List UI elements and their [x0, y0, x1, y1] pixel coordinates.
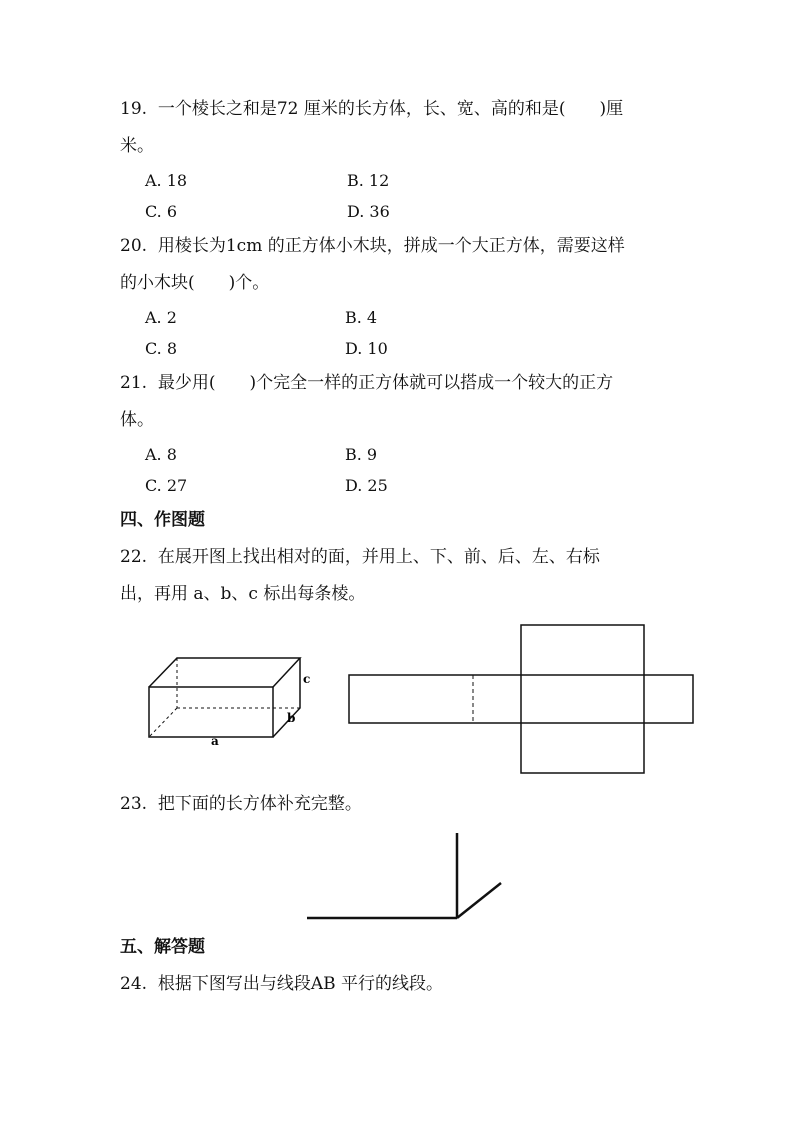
cuboid-front-face — [149, 687, 273, 737]
question-20-line-1 — [120, 234, 625, 258]
section-heading-solve: 五、解答题 — [120, 937, 205, 957]
section-heading-drawing: 四、作图题 — [120, 510, 205, 530]
question-text: 用棱长为1cm 的正方体小木块，拼成一个大正方体，需要这样 — [157, 236, 625, 256]
question-21-line-2: 体。 — [120, 410, 154, 430]
edge-label-c: c — [303, 672, 311, 686]
question-19-line-1 — [120, 97, 623, 121]
question-number: 19. — [120, 99, 148, 119]
question-text: 根据下图写出与线段AB 平行的线段。 — [157, 974, 444, 994]
option-21-b[interactable]: B. 9 — [345, 445, 378, 464]
cuboid-net-figure — [345, 620, 700, 780]
cuboid-hidden-edges — [149, 658, 300, 737]
option-20-a[interactable]: A. 2 — [145, 308, 177, 327]
question-19-line-2: 米。 — [120, 136, 154, 156]
option-20-d[interactable]: D. 10 — [345, 339, 388, 358]
edge-label-b: b — [287, 711, 296, 725]
option-19-c[interactable]: C. 6 — [145, 202, 178, 221]
option-21-a[interactable]: A. 8 — [145, 445, 177, 464]
question-number: 20. — [120, 236, 148, 256]
question-number: 24. — [120, 974, 148, 994]
option-20-c[interactable]: C. 8 — [145, 339, 178, 358]
question-text: 最少用( )个完全一样的正方体就可以搭成一个较大的正方 — [157, 373, 614, 393]
option-20-b[interactable]: B. 4 — [345, 308, 378, 327]
question-21-line-1 — [120, 371, 613, 395]
option-19-a[interactable]: A. 18 — [145, 171, 188, 190]
question-22-line-2: 出，再用 a、b、c 标出每条棱。 — [120, 584, 366, 604]
question-text: 把下面的长方体补充完整。 — [157, 794, 362, 814]
option-19-d[interactable]: D. 36 — [347, 202, 390, 221]
incomplete-cuboid-figure — [300, 828, 510, 928]
question-text: 一个棱长之和是72 厘米的长方体，长、宽、高的和是( )厘 — [157, 99, 624, 119]
cuboid-right-edges — [273, 658, 300, 737]
net-fold-lines — [473, 675, 644, 723]
cuboid-top-edges — [149, 658, 300, 687]
net-vertical-strip — [521, 625, 644, 773]
option-21-c[interactable]: C. 27 — [145, 476, 188, 495]
option-21-d[interactable]: D. 25 — [345, 476, 388, 495]
option-19-b[interactable]: B. 12 — [347, 171, 390, 190]
question-number: 22. — [120, 547, 148, 567]
question-24-line — [120, 972, 443, 996]
edge-label-a: a — [211, 734, 219, 748]
depth-edge — [457, 883, 501, 918]
cuboid-figure — [140, 650, 320, 750]
question-number: 23. — [120, 794, 148, 814]
question-text: 在展开图上找出相对的面，并用上、下、前、后、左、右标 — [157, 547, 600, 567]
question-22-line-1 — [120, 545, 600, 569]
question-23-line — [120, 792, 362, 816]
question-20-line-2: 的小木块( )个。 — [120, 273, 270, 293]
question-number: 21. — [120, 373, 148, 393]
